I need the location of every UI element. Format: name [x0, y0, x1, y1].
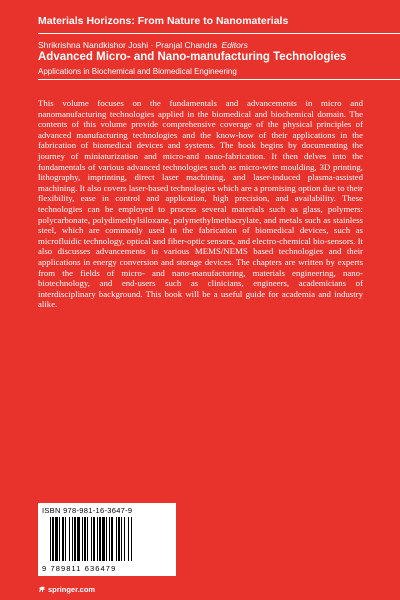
series-title: Materials Horizons: From Nature to Nanomaterials [38, 15, 289, 27]
title-divider [38, 79, 400, 80]
editor-names: Shrikrishna Nandkishor Joshi · Pranjal Chandra [38, 40, 218, 50]
publisher-url: springer.com [48, 585, 96, 594]
book-title: Advanced Micro- and Nano-manufacturing Technologies [38, 51, 347, 63]
top-divider [38, 33, 400, 34]
publisher-logo [38, 585, 95, 594]
springer-horse-icon [38, 586, 46, 593]
isbn-barcode-box [38, 503, 176, 576]
editors-line [38, 40, 248, 50]
book-subtitle: Applications in Biochemical and Biomedical Engineering [38, 67, 237, 76]
back-cover-description: This volume focuses on the fundamentals and advancements in micro and nanomanufacturing technologies applied in the biomedical and biochemical domain. The contents of this volume provide comprehensive coverage of the physical principles of advanced manufacturing technologies and the know-how of their applications in the fabrication of biomedical devices and systems. The book begins by documenting the journey of miniaturization and micro-and nano-fabrication. It then delves into the fundamentals of various advanced technologies such as micro-wire moulding, 3D printing, lithography, imprinting, direct laser machining, and laser-induced plasma-assisted machining. It also covers laser-based technologies which are a promising option due to their flexibility, ease in control and application, high precision, and availability. These technologies can be employed to process several materials such as glass, polymers: polycarbonate, polydimethylsiloxane, polymethylmethacrylate, and metals such as stainless steel, which are commonly used in the fabrication of biomedical devices, such as microfluidic technology, optical and fiber-optic sensors, and electro-chemical bio-sensors. It also discusses advancements in various MEMS/NEMS based technologies and their applications in energy conversion and storage devices. The chapters are written by experts from the fields of micro- and nano-manufacturing, materials engineering, nano-biotechnology, and end-users such as clinicians, engineers, academicians of interdisciplinary background. This book will be a useful guide for academia and industry alike. [38, 98, 363, 310]
barcode-image [50, 517, 168, 561]
isbn-label: ISBN 978-981-16-3647-9 [42, 506, 133, 515]
editors-role: Editors [221, 40, 248, 50]
barcode-digits: 9 789811 636479 [42, 564, 117, 573]
